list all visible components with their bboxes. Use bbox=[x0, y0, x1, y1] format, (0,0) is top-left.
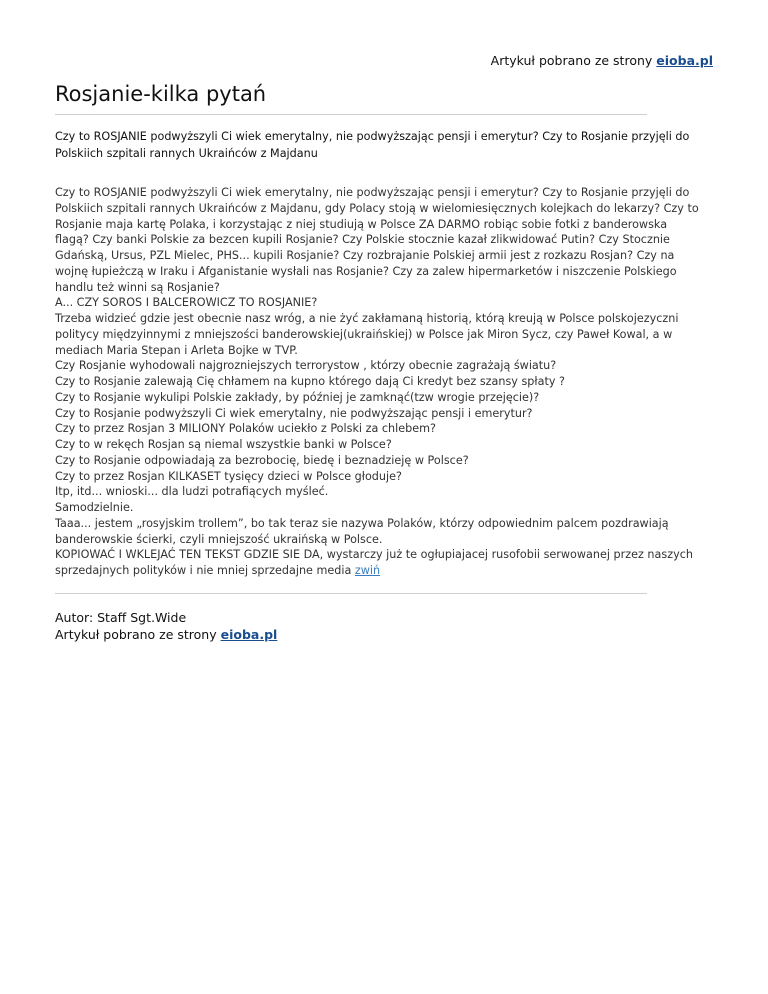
source-link-top[interactable]: eioba.pl bbox=[656, 53, 713, 68]
article-line: flagą? Czy banki Polskie za bezcen kupili Rosjanie? Czy Polskie stocznie kazał zlikwidować Putin? Czy Stocznie bbox=[55, 233, 670, 247]
article-last-line-text: sprzedajnych polityków i nie mniej sprzedajne media bbox=[55, 564, 352, 577]
source-link-bottom[interactable]: eioba.pl bbox=[220, 627, 278, 642]
article-line: Samodzielnie. bbox=[55, 501, 134, 514]
footer-divider bbox=[55, 593, 647, 594]
article-line: Gdańską, Ursus, PZL Mielec, PHS... kupili Rosjanie? Czy rozbrajanie Polskiej armii jest z rozkazu Rosjan? Czy na bbox=[55, 249, 675, 262]
article-last-line bbox=[55, 563, 725, 579]
article-line: Czy to przez Rosjan 3 MILIONY Polaków uciekło z Polski za chlebem? bbox=[55, 422, 436, 436]
article-line: Taaa... jestem „rosyjskim trollem”, bo tak teraz sie nazywa Polaków, którzy odpowiednim palcem pozdrawiają bbox=[55, 516, 669, 530]
article-line: Czy to Rosjanie zalewają Cię chłamem na kupno którego dają Ci kredyt bez szansy spłaty ? bbox=[55, 375, 565, 388]
article-line: Czy to Rosjanie podwyższyli Ci wiek emerytalny, nie podwyższając pensji i emerytur? bbox=[55, 406, 533, 420]
article-line: handlu też winni są Rosjanie? bbox=[55, 280, 220, 294]
article-line: mediach Maria Stepan i Arleta Bojke w TVP. bbox=[55, 343, 298, 357]
source-attribution-bottom bbox=[55, 626, 277, 643]
article-line: politycy międzyinnymi z mniejszości banderowskiej(ukraińskiej) w Polsce jak Miron Sycz, czy Paweł Kowal, a w bbox=[55, 327, 673, 341]
article-line: Rosjanie maja kartę Polaka, i korzystając z niej studiują w Polsce ZA DARMO robiąc sobie fotki z banderowska bbox=[55, 217, 668, 231]
author-line: Autor: Staff Sgt.Wide bbox=[55, 610, 187, 625]
collapse-link[interactable]: zwiń bbox=[354, 564, 381, 577]
article-line: Czy to w rekęch Rosjan są niemal wszystkie banki w Polsce? bbox=[55, 438, 392, 451]
page-title: Rosjanie-kilka pytań bbox=[55, 82, 267, 106]
article-body bbox=[55, 185, 725, 579]
source-attribution-top bbox=[491, 53, 713, 68]
lead-line: Polskiich szpitali rannych Ukraińców z Majdanu bbox=[55, 146, 318, 160]
footer bbox=[55, 609, 277, 643]
article-line: Itp, itd... wnioski... dla ludzi potrafiących myśleć. bbox=[55, 485, 329, 499]
lead-line: Czy to ROSJANIE podwyższyli Ci wiek emerytalny, nie podwyższając pensji i emerytur? Czy to Rosjanie przyjęli do bbox=[55, 130, 690, 143]
source-prefix: Artykuł pobrano ze strony bbox=[490, 53, 653, 68]
article-line: A... CZY SOROS I BALCEROWICZ TO ROSJANIE? bbox=[55, 296, 318, 310]
article-line: Czy to przez Rosjan KILKASET tysięcy dzieci w Polsce głoduje? bbox=[55, 469, 402, 483]
article-line: Czy to Rosjanie odpowiadają za bezrobocię, biedę i beznadzieję w Polsce? bbox=[55, 453, 469, 467]
article-line: Czy Rosjanie wyhodowali najgrozniejszych terrorystow , którzy obecnie zagrażają światu? bbox=[55, 359, 557, 373]
title-divider bbox=[55, 114, 647, 115]
source-prefix: Artykuł pobrano ze strony bbox=[55, 627, 217, 642]
article-line: Trzeba widzieć gdzie jest obecnie nasz wróg, a nie żyć zakłamaną historią, którą kreują w Polsce polskojezyczni bbox=[55, 312, 679, 325]
article-lead bbox=[55, 129, 715, 162]
article-line: Czy to Rosjanie wykulipi Polskie zakłady, by później je zamknąć(tzw wrogie przejęcie)? bbox=[55, 390, 540, 404]
article-line: wojnę łupieżczą w Iraku i Afganistanie wysłali nas Rosjanie? Czy za zalew hipermarketów i niszczenie Polskiego bbox=[55, 264, 677, 278]
article-line: banderowskie ścierki, czyli mniejszość ukraińską w Polsce. bbox=[55, 532, 383, 546]
article-line: KOPIOWAĆ I WKLEJAĆ TEN TEKST GDZIE SIE DA, wystarczy już te ogłupiajacej rusofobii serwowanej przez naszych bbox=[55, 548, 693, 562]
article-line: Polskiich szpitali rannych Ukraińców z Majdanu, gdy Polacy stoją w wielomiesięcznych kolejkach do lekarzy? Czy to bbox=[55, 201, 699, 215]
article-line: Czy to ROSJANIE podwyższyli Ci wiek emerytalny, nie podwyższając pensji i emerytur? Czy to Rosjanie przyjęli do bbox=[55, 186, 690, 199]
